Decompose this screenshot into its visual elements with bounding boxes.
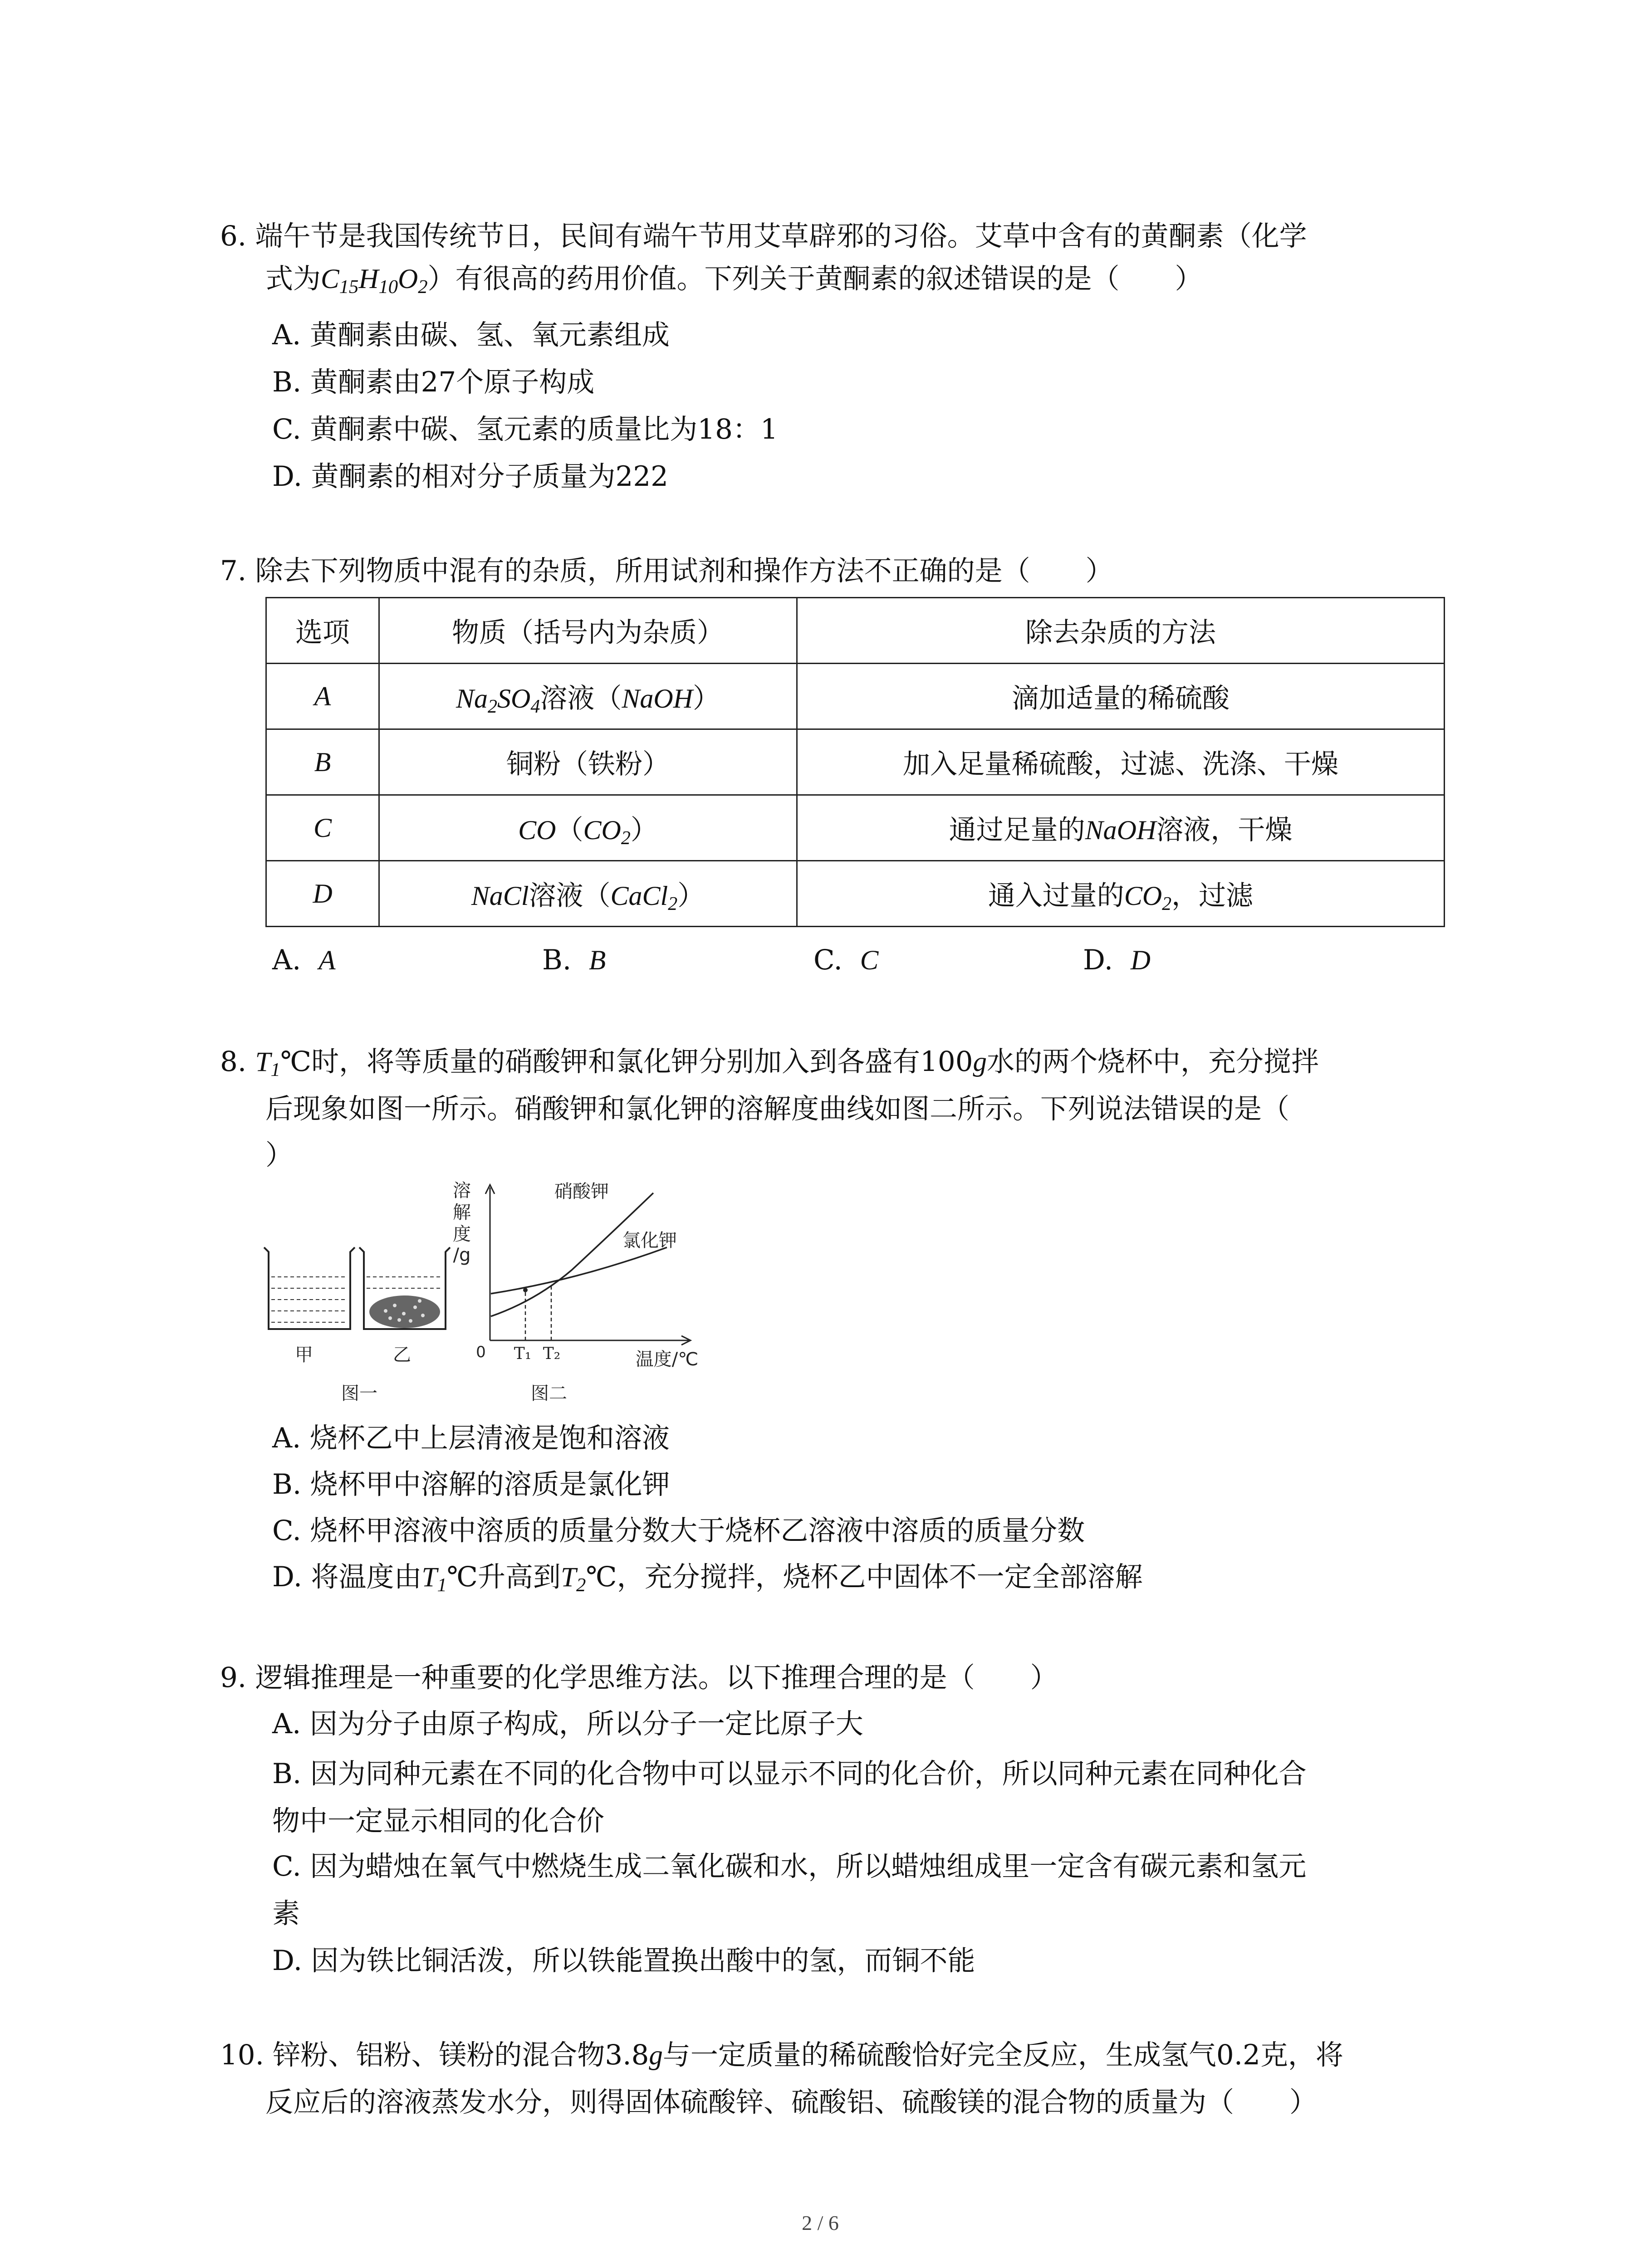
q9-option-c-line1: C. 因为蜡烛在氧气中燃烧生成二氧化碳和水，所以蜡烛组成里一定含有碳元素和氢元 — [272, 1850, 1307, 1882]
graph-axes — [485, 1185, 691, 1345]
table-row — [266, 729, 1445, 795]
formula-part: NaCl — [471, 881, 529, 911]
curve-label-potassium-nitrate: 硝酸钾 — [554, 1181, 609, 1202]
y-axis-label-3: 度 — [453, 1224, 471, 1245]
table-header-method: 除去杂质的方法 — [797, 598, 1445, 664]
beaker-jia-liquid — [271, 1277, 348, 1322]
q6-stem-line1: 6. 端午节是我国传统节日，民间有端午节用艾草辟邪的习俗。艾草中含有的黄酮素（化学 — [220, 220, 1307, 252]
q7-stem: 7. 除去下列物质中混有的杂质，所用试剂和操作方法不正确的是（ ） — [220, 555, 1113, 587]
beaker-yi-solid — [369, 1295, 440, 1328]
var-t-sub: 1 — [437, 1574, 447, 1596]
text-part: D. 将温度由 — [272, 1561, 422, 1593]
option-letter: C — [860, 945, 879, 976]
formula-h-sub: 10 — [378, 276, 398, 298]
q9-option-b-line1: B. 因为同种元素在不同的化合物中可以显示不同的化合价，所以同种元素在同种化合 — [272, 1758, 1307, 1790]
text-part: 溶液（ — [540, 683, 622, 714]
formula-o-sub: 2 — [418, 276, 428, 298]
text-part: 水的两个烧杯中，充分搅拌 — [987, 1046, 1319, 1078]
q8-stem-line1 — [220, 1046, 1319, 1080]
beaker-yi-label: 乙 — [393, 1344, 411, 1365]
text-part: ℃时，将等质量的硝酸钾和氯化钾分别加入到各盛有100 — [280, 1046, 973, 1078]
q6-option-b: B. 黄酮素由27个原子构成 — [272, 366, 595, 398]
formula-o: O — [398, 264, 418, 294]
text-part: ，过滤 — [1171, 880, 1254, 912]
text-part: （ — [556, 814, 583, 846]
y-axis-label-4: /g — [453, 1245, 471, 1266]
q9-option-a: A. 因为分子由原子构成，所以分子一定比原子大 — [272, 1708, 863, 1740]
q6-option-d: D. 黄酮素的相对分子质量为222 — [272, 460, 668, 493]
q9-option-c-line2: 素 — [272, 1897, 300, 1930]
text-part: 溶液（ — [529, 880, 611, 912]
formula-c-sub: 15 — [339, 276, 359, 298]
q9-option-d: D. 因为铁比铜活泼，所以铁能置换出酸中的氢，而铜不能 — [272, 1945, 975, 1977]
q8-number: 8. — [220, 1046, 247, 1078]
q7-option-d — [1083, 946, 1151, 974]
figure-1-caption: 图一 — [341, 1383, 377, 1404]
table-header-row — [266, 598, 1445, 664]
q7-option-a — [272, 946, 336, 974]
text-part: 通过足量的 — [949, 814, 1085, 846]
option-prefix: C. — [813, 944, 843, 976]
t1-tick-label: T₁ — [514, 1344, 532, 1363]
table-row — [266, 795, 1445, 861]
y-axis-label-1: 溶 — [453, 1180, 471, 1201]
unit-g: g — [973, 1047, 987, 1077]
text-part: ） — [630, 814, 658, 846]
q9-stem: 9. 逻辑推理是一种重要的化学思维方法。以下推理合理的是（ ） — [220, 1662, 1058, 1694]
q8-stem-line2: 后现象如图一所示。硝酸钾和氯化钾的溶解度曲线如图二所示。下列说法错误的是（ — [265, 1093, 1290, 1125]
table-cell-substance — [379, 664, 797, 729]
q7-table — [265, 597, 1445, 927]
var-t: T — [255, 1047, 271, 1077]
q8-figure — [259, 1179, 721, 1415]
formula-part: NaOH — [1085, 815, 1156, 845]
option-letter: B — [314, 747, 331, 777]
q6-option-a: A. 黄酮素由碳、氢、氧元素组成 — [272, 319, 670, 351]
option-prefix: D. — [1083, 944, 1113, 976]
table-cell-option — [266, 729, 379, 795]
option-letter: A — [318, 945, 336, 976]
table-cell-substance — [379, 861, 797, 927]
formula-part: Na — [456, 684, 488, 714]
q8-option-a: A. 烧杯乙中上层清液是饱和溶液 — [272, 1422, 670, 1454]
var-t-sub: 1 — [270, 1059, 280, 1080]
page-number: 2 / 6 — [802, 2211, 839, 2234]
table-header-option: 选项 — [266, 598, 379, 664]
q7-option-c — [813, 946, 878, 974]
table-cell-method — [797, 795, 1445, 861]
var-t-sub: 2 — [576, 1574, 586, 1596]
origin-label: 0 — [476, 1343, 486, 1361]
formula-sub: 2 — [1162, 893, 1172, 914]
formula-part: CaCl — [610, 881, 668, 911]
formula-part: NaOH — [622, 684, 693, 714]
q8-option-d — [272, 1561, 1143, 1596]
table-cell-option — [266, 664, 379, 729]
formula-part: SO — [497, 684, 531, 714]
table-header-substance: 物质（括号内为杂质） — [379, 598, 797, 664]
option-letter: C — [313, 813, 332, 843]
option-letter: D — [1130, 945, 1151, 976]
q10-stem-line2: 反应后的溶液蒸发水分，则得固体硫酸锌、硫酸铝、硫酸镁的混合物的质量为（ ） — [265, 2086, 1318, 2118]
formula-part: CO — [518, 815, 556, 845]
text-part: 与一定质量的稀硫酸恰好完全反应，生成氢气0.2克，将 — [662, 2039, 1343, 2071]
q9-option-b-line2: 物中一定显示相同的化合价 — [272, 1805, 605, 1837]
curve-label-potassium-chloride: 氯化钾 — [622, 1230, 677, 1251]
var-t: T — [421, 1562, 437, 1593]
y-axis-label-2: 解 — [453, 1202, 471, 1223]
formula-sub: 4 — [530, 696, 540, 717]
var-t: T — [561, 1562, 576, 1593]
curve-potassium-nitrate — [491, 1193, 653, 1316]
table-cell-option — [266, 861, 379, 927]
table-cell-method: 滴加适量的稀硫酸 — [797, 664, 1445, 729]
text-part: ） — [677, 880, 705, 912]
formula-sub: 2 — [668, 893, 678, 914]
q8-option-b: B. 烧杯甲中溶解的溶质是氯化钾 — [272, 1468, 670, 1501]
option-prefix: A. — [272, 944, 301, 976]
q7-option-b — [542, 946, 606, 974]
option-prefix: B. — [542, 944, 572, 976]
table-cell-option — [266, 795, 379, 861]
x-axis-label: 温度/℃ — [635, 1349, 699, 1370]
option-letter: D — [313, 879, 333, 909]
text-part: 溶液，干燥 — [1156, 814, 1293, 846]
formula-h: H — [358, 264, 379, 294]
table-cell-substance: 铜粉（铁粉） — [379, 729, 797, 795]
q6-option-c: C. 黄酮素中碳、氢元素的质量比为18：1 — [272, 413, 778, 445]
text-part: ℃升高到 — [446, 1561, 561, 1593]
q6-stem-line2 — [265, 263, 1203, 298]
option-letter: B — [589, 945, 606, 976]
beaker-jia-label: 甲 — [295, 1344, 313, 1365]
formula-c: C — [321, 264, 339, 294]
q6-line2-suffix: ）有很高的药用价值。下列关于黄酮素的叙述错误的是（ ） — [427, 263, 1203, 295]
table-cell-substance — [379, 795, 797, 861]
table-row — [266, 861, 1445, 927]
text-part: ） — [693, 683, 720, 714]
q8-stem-line3: ） — [265, 1139, 294, 1171]
q8-option-c: C. 烧杯甲溶液中溶质的质量分数大于烧杯乙溶液中溶质的质量分数 — [272, 1515, 1085, 1547]
intersection-t1-point — [523, 1288, 528, 1292]
temperature-guides — [525, 1283, 551, 1340]
formula-sub: 2 — [488, 696, 497, 717]
unit-g: g — [649, 2040, 663, 2071]
table-cell-method — [797, 861, 1445, 927]
t2-tick-label: T₂ — [543, 1344, 561, 1363]
table-cell-method: 加入足量稀硫酸，过滤、洗涤、干燥 — [797, 729, 1445, 795]
text-part: ℃，充分搅拌，烧杯乙中固体不一定全部溶解 — [586, 1561, 1143, 1593]
curve-potassium-chloride — [491, 1247, 667, 1294]
beaker-yi-liquid — [367, 1277, 443, 1288]
formula-part: CO — [1124, 881, 1162, 911]
table-row — [266, 664, 1445, 729]
formula-sub: 2 — [621, 827, 631, 849]
text-part: 10. 锌粉、铝粉、镁粉的混合物3.8 — [220, 2039, 649, 2071]
formula-part: CO — [583, 815, 621, 845]
q6-line2-prefix: 式为 — [265, 263, 321, 295]
text-part: 通入过量的 — [988, 880, 1124, 912]
figure-2-caption: 图二 — [531, 1383, 567, 1404]
q10-stem-line1 — [220, 2041, 1343, 2069]
option-letter: A — [314, 681, 331, 711]
